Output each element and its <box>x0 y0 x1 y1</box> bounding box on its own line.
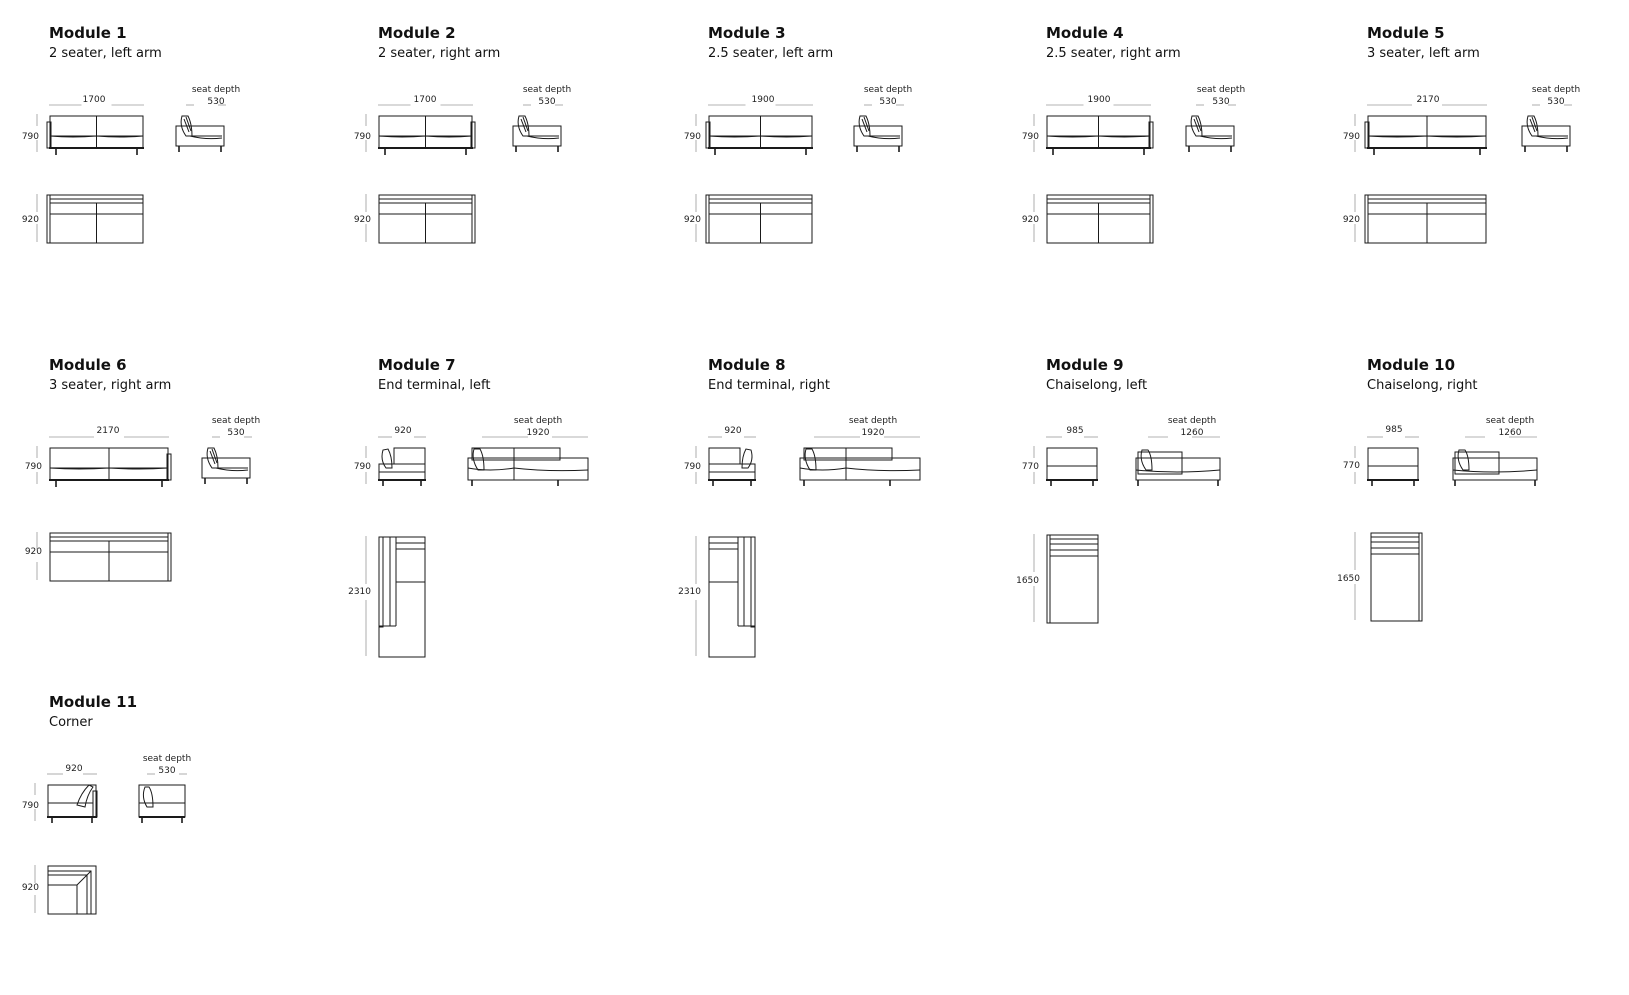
seat-depth-dimension: 530 <box>1212 97 1230 107</box>
depth-dimension: 920 <box>1342 215 1360 225</box>
depth-dimension: 2310 <box>678 587 701 597</box>
depth-dimension: 920 <box>1021 215 1039 225</box>
depth-dimension: 1650 <box>1016 576 1039 586</box>
seat-depth-label: seat depth <box>1167 416 1217 426</box>
arm-back <box>709 448 740 464</box>
arm <box>751 537 755 627</box>
width-dimension: 985 <box>1385 425 1403 435</box>
seat-depth-dimension: 530 <box>158 766 176 776</box>
plan-view-drawing <box>1367 532 1567 662</box>
module-subtitle: Chaiselong, right <box>1367 378 1478 393</box>
height-dimension: 790 <box>21 801 39 811</box>
width-dimension: 920 <box>65 764 83 774</box>
cushion-stitch <box>1532 117 1537 131</box>
side-body <box>1453 458 1537 480</box>
back-cushion <box>143 787 153 807</box>
width-dimension: 1900 <box>1087 95 1111 105</box>
module-subtitle: Corner <box>49 715 93 730</box>
height-dimension: 790 <box>683 462 701 472</box>
cushion-stitch <box>523 117 528 131</box>
cushion-stitch <box>864 117 869 131</box>
cushion-stitch <box>186 117 191 131</box>
width-dimension: 1700 <box>413 95 437 105</box>
back-cushion <box>1458 450 1469 470</box>
chaise-body <box>1047 448 1097 480</box>
module-title: Module 1 <box>49 24 127 42</box>
width-dimension: 1900 <box>751 95 775 105</box>
depth-dimension: 920 <box>21 215 39 225</box>
plan-view-drawing <box>47 865 247 995</box>
plan-outline <box>1371 533 1419 621</box>
arm <box>706 195 709 243</box>
width-dimension: 920 <box>394 426 412 436</box>
module-subtitle: 2 seater, left arm <box>49 46 162 61</box>
height-dimension: 770 <box>1021 462 1039 472</box>
height-dimension: 790 <box>353 132 371 142</box>
seat-depth-label: seat depth <box>522 85 572 95</box>
plan-outline <box>379 537 425 657</box>
module-title: Module 3 <box>708 24 786 42</box>
plan-view-drawing <box>378 536 578 666</box>
depth-dimension: 920 <box>24 547 42 557</box>
height-dimension: 790 <box>21 132 39 142</box>
module-title: Module 11 <box>49 693 138 711</box>
module-title: Module 4 <box>1046 24 1124 42</box>
module-title: Module 8 <box>708 356 786 374</box>
depth-dimension: 920 <box>683 215 701 225</box>
arm <box>1365 195 1368 243</box>
module-subtitle: 3 seater, left arm <box>1367 46 1480 61</box>
plan-outline <box>709 537 755 657</box>
chaise-body <box>1368 448 1418 480</box>
seat-depth-label: seat depth <box>1531 85 1581 95</box>
height-dimension: 770 <box>1342 461 1360 471</box>
arm <box>47 195 50 243</box>
depth-dimension: 920 <box>21 883 39 893</box>
plan-view-drawing <box>1367 194 1567 324</box>
corner-body <box>139 785 185 817</box>
back-cushion <box>1141 450 1152 470</box>
module-subtitle: End terminal, right <box>708 378 830 393</box>
seat-depth-label: seat depth <box>863 85 913 95</box>
height-dimension: 790 <box>24 462 42 472</box>
width-dimension: 2170 <box>96 426 120 436</box>
seat-depth-dimension: 1920 <box>526 428 550 438</box>
module-subtitle: 2.5 seater, right arm <box>1046 46 1181 61</box>
seat-depth-dimension: 530 <box>1547 97 1565 107</box>
seat-depth-label: seat depth <box>848 416 898 426</box>
cushion-stitch <box>212 449 217 463</box>
seat-edge <box>48 885 77 914</box>
seat-depth-dimension: 1920 <box>861 428 885 438</box>
width-dimension: 920 <box>724 426 742 436</box>
arm <box>379 537 383 627</box>
seat-depth-label: seat depth <box>191 85 241 95</box>
seat-depth-label: seat depth <box>211 416 261 426</box>
seat-depth-dimension: 530 <box>879 97 897 107</box>
module-title: Module 10 <box>1367 356 1456 374</box>
back-cushion <box>742 449 752 468</box>
seat-line <box>468 468 588 471</box>
width-dimension: 1700 <box>82 95 106 105</box>
arm <box>1047 535 1050 623</box>
back-cushion <box>77 785 93 807</box>
plan-view-drawing <box>708 536 908 666</box>
seat-depth-label: seat depth <box>1196 85 1246 95</box>
corner-diagonal <box>77 871 91 885</box>
arm <box>1150 195 1153 243</box>
arm <box>1419 533 1422 621</box>
seat-depth-dimension: 1260 <box>1498 428 1522 438</box>
height-dimension: 790 <box>1021 132 1039 142</box>
module-title: Module 2 <box>378 24 456 42</box>
seat-depth-dimension: 1260 <box>1180 428 1204 438</box>
side-body <box>1136 458 1220 480</box>
arm <box>168 533 171 581</box>
seat-depth-dimension: 530 <box>207 97 225 107</box>
cushion-stitch <box>1196 117 1201 131</box>
depth-dimension: 920 <box>353 215 371 225</box>
module-title: Module 7 <box>378 356 456 374</box>
back-cushion <box>382 449 392 468</box>
seat-depth-label: seat depth <box>1485 416 1535 426</box>
module-title: Module 6 <box>49 356 127 374</box>
seat-depth-dimension: 530 <box>227 428 245 438</box>
height-dimension: 790 <box>1342 132 1360 142</box>
plan-view-drawing <box>1046 534 1246 664</box>
depth-dimension: 2310 <box>348 587 371 597</box>
height-dimension: 790 <box>683 132 701 142</box>
width-dimension: 985 <box>1066 426 1084 436</box>
module-subtitle: 2.5 seater, left arm <box>708 46 834 61</box>
plan-view-drawing <box>378 194 578 324</box>
module-title: Module 5 <box>1367 24 1445 42</box>
seat-depth-dimension: 530 <box>538 97 556 107</box>
width-dimension: 2170 <box>1416 95 1440 105</box>
plan-view-drawing <box>708 194 908 324</box>
seat-line <box>800 468 920 471</box>
module-subtitle: 3 seater, right arm <box>49 378 172 393</box>
corner-body <box>48 785 96 817</box>
module-title: Module 9 <box>1046 356 1124 374</box>
plan-view-drawing <box>1046 194 1246 324</box>
module-subtitle: End terminal, left <box>378 378 491 393</box>
plan-outline <box>1050 535 1098 623</box>
module-subtitle: 2 seater, right arm <box>378 46 501 61</box>
height-dimension: 790 <box>353 462 371 472</box>
plan-view-drawing <box>49 194 249 324</box>
module-subtitle: Chaiselong, left <box>1046 378 1148 393</box>
arm-back <box>394 448 425 464</box>
plan-view-drawing <box>49 532 249 662</box>
arm <box>472 195 475 243</box>
seat-depth-label: seat depth <box>513 416 563 426</box>
depth-dimension: 1650 <box>1337 574 1360 584</box>
seat-depth-label: seat depth <box>142 754 192 764</box>
